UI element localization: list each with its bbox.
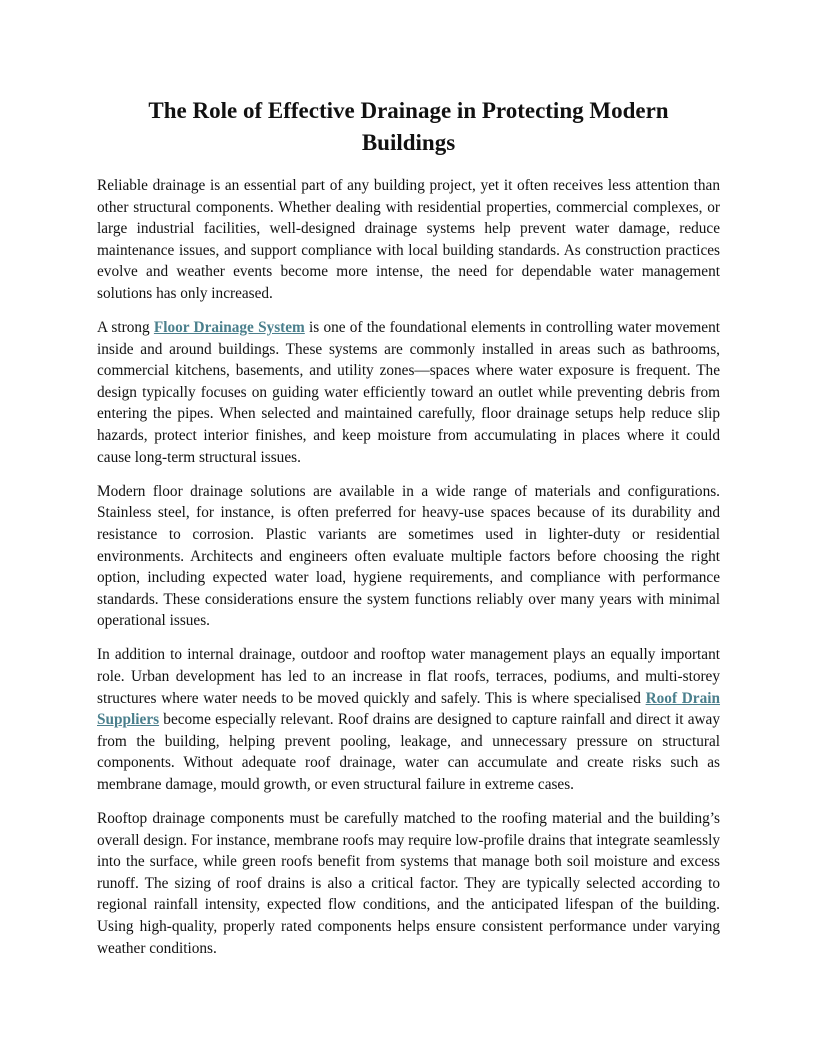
document-page [97, 95, 720, 972]
paragraph-text: A strong [97, 319, 154, 337]
paragraph-text: is one of the foundational elements in controlling water movement inside and around buildings. These systems are commonly installed in areas such as bathrooms, commercial kitchens, basements, and utility zones—spaces where water exposure is frequent. The design typically focuses on guiding water efficiently toward an outlet while preventing debris from entering the pipes. When selected and maintained carefully, floor drainage setups help reduce slip hazards, protect interior finishes, and keep moisture from accumulating in places where it could cause long-term structural issues. [97, 319, 720, 466]
paragraph-floor-drainage [97, 317, 720, 468]
paragraph-components: Rooftop drainage components must be carefully matched to the roofing material and the building’s overall design. For instance, membrane roofs may require low-profile drains that integrate seamlessly into the surface, while green roofs benefit from systems that manage both soil moisture and excess runoff. The sizing of roof drains is also a critical factor. They are typically selected according to regional rainfall intensity, expected flow conditions, and the anticipated lifespan of the building. Using high-quality, properly rated components helps ensure consistent performance under varying weather conditions. [97, 810, 720, 957]
document-title: The Role of Effective Drainage in Protecting Modern Buildings [148, 98, 669, 155]
paragraph-text: In addition to internal drainage, outdoor and rooftop water management plays an equally important role. Urban development has led to an increase in flat roofs, terraces, podiums, and multi-storey structures where water needs to be moved quickly and safely. This is where specialised [97, 646, 720, 707]
paragraph-intro: Reliable drainage is an essential part of any building project, yet it often receives less attention than other structural components. Whether dealing with residential properties, commercial complexes, or large industrial facilities, well-designed drainage systems help prevent water damage, reduce maintenance issues, and support compliance with local building standards. As construction practices evolve and weather events become more intense, the need for dependable water management solutions has only increased. [97, 177, 720, 302]
paragraph-rooftop [97, 644, 720, 795]
floor-drainage-system-link[interactable]: Floor Drainage System [153, 319, 305, 337]
paragraph-text: become especially relevant. Roof drains are designed to capture rainfall and direct it away from the building, helping prevent pooling, leakage, and unnecessary pressure on structural components. Without adequate roof drainage, water can accumulate and create risks such as membrane damage, mould growth, or even structural failure in extreme cases. [97, 711, 720, 793]
roof-drain-suppliers-link[interactable]: Roof Drain Suppliers [97, 689, 720, 729]
paragraph-materials: Modern floor drainage solutions are available in a wide range of materials and configurations. Stainless steel, for instance, is often preferred for heavy-use spaces because of its durability and resistance to corrosion. Plastic variants are sometimes used in lighter-duty or residential environments. Architects and engineers often evaluate multiple factors before choosing the right option, including expected water load, hygiene requirements, and compliance with performance standards. These considerations ensure the system functions reliably over many years with minimal operational issues. [97, 482, 720, 630]
